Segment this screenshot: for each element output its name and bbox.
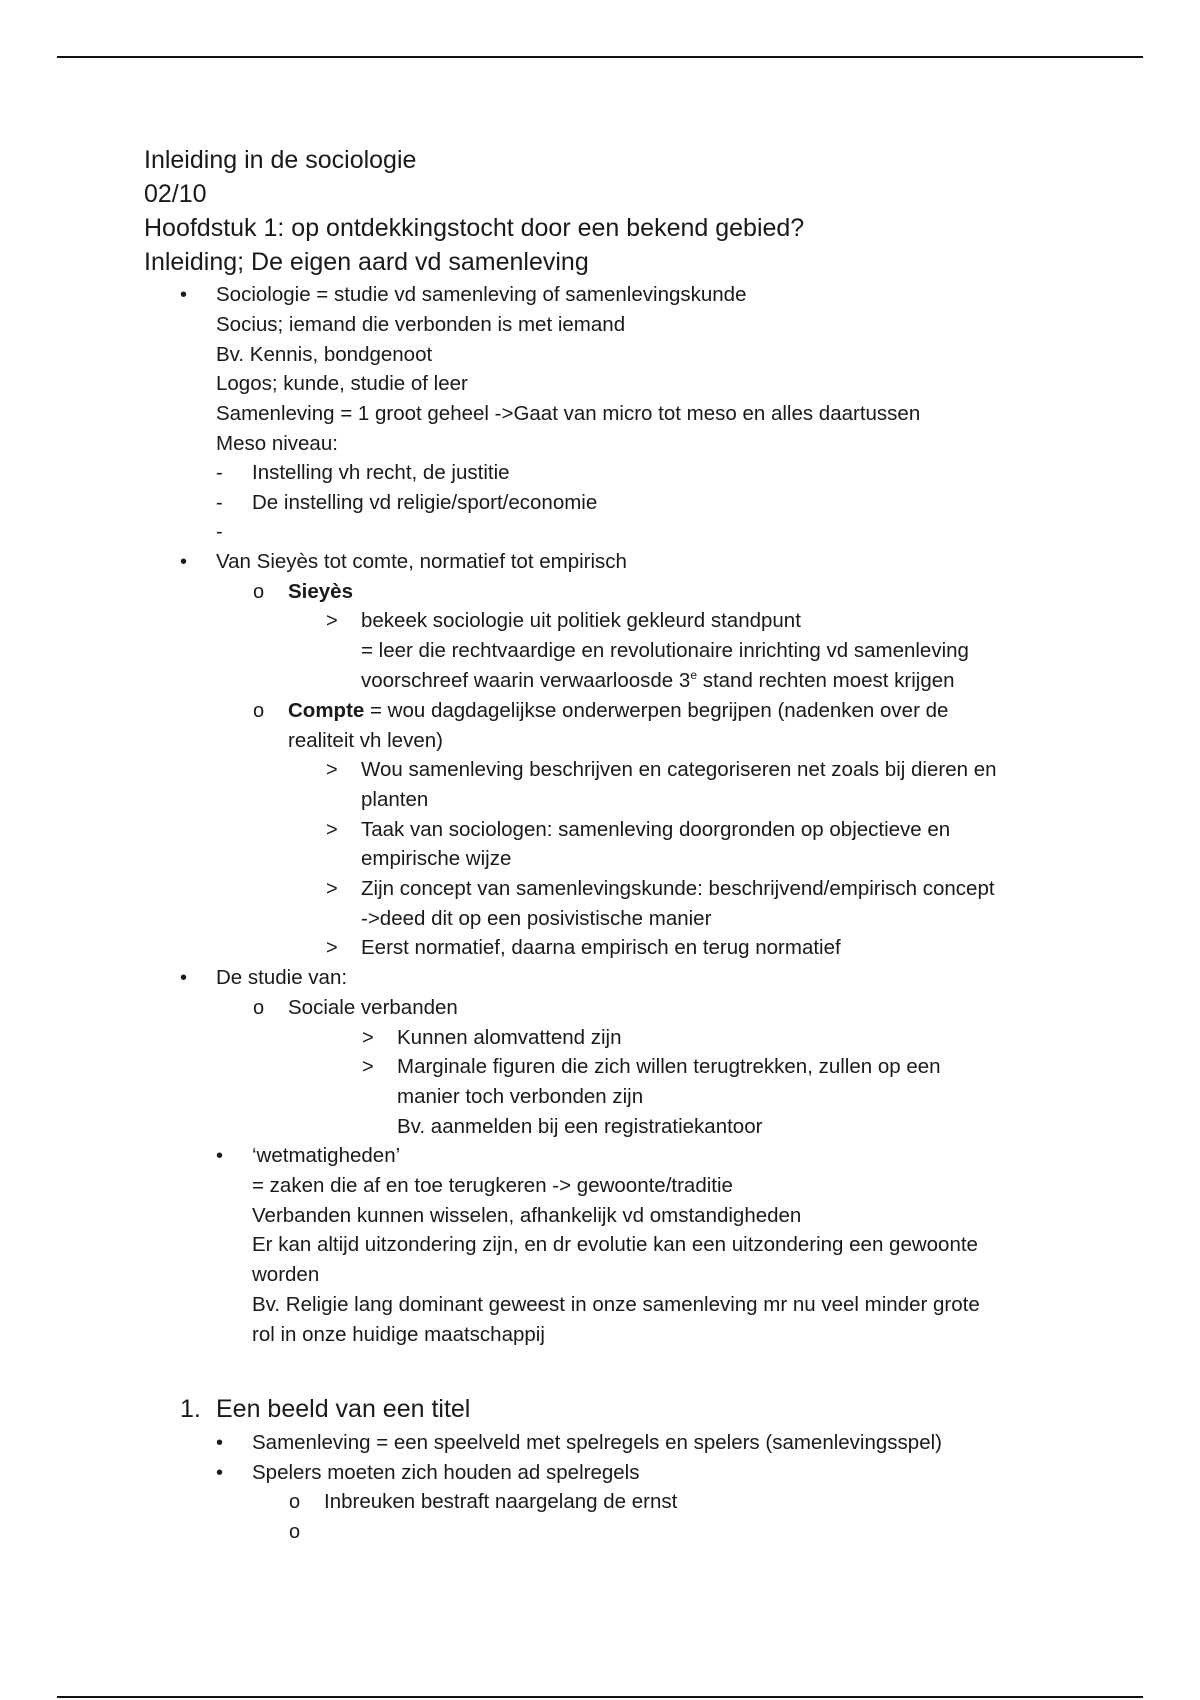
list-item-text: Verbanden kunnen wisselen, afhankelijk vd omstandigheden	[252, 1204, 802, 1227]
text-run: stand rechten moest krijgen	[697, 669, 955, 692]
list-item: Van Sieyès tot comte, normatief tot empirisch	[216, 550, 627, 573]
list-item: ‘wetmatigheden’	[252, 1144, 401, 1167]
bullet-marker: •	[216, 1462, 224, 1484]
list-item: Samenleving = een speelveld met spelregels en spelers (samenlevingsspel)	[252, 1431, 942, 1454]
list-item: Spelers moeten zich houden ad spelregels	[252, 1461, 640, 1484]
arrow-item-text: planten	[361, 788, 429, 811]
bullet-marker: •	[180, 967, 188, 989]
arrow-item-text	[361, 666, 955, 696]
arrow-item: Eerst normatief, daarna empirisch en terug normatief	[361, 936, 841, 959]
bullet-marker: •	[180, 551, 188, 573]
arrow-marker: >	[362, 1027, 374, 1049]
bullet-marker: •	[180, 284, 188, 306]
arrow-item-text: Bv. aanmelden bij een registratiekantoor	[397, 1115, 763, 1138]
arrow-item: Taak van sociologen: samenleving doorgronden op objectieve en	[361, 818, 951, 841]
bold-term: Compte	[288, 699, 365, 722]
list-item: De studie van:	[216, 966, 348, 989]
arrow-marker: >	[326, 759, 338, 781]
chapter-heading: Hoofdstuk 1: op ontdekkingstocht door een bekend gebied?	[144, 214, 805, 242]
list-item-text: Meso niveau:	[216, 432, 338, 455]
arrow-item: Marginale figuren die zich willen terugtrekken, zullen op een	[397, 1055, 941, 1078]
bullet-marker: •	[216, 1432, 224, 1454]
subitem-compte	[288, 696, 948, 726]
arrow-item-text: manier toch verbonden zijn	[397, 1085, 644, 1108]
circle-marker: o	[253, 997, 265, 1019]
circle-marker: o	[253, 700, 265, 722]
arrow-item: Wou samenleving beschrijven en categoriseren net zoals bij dieren en	[361, 758, 997, 781]
arrow-marker: >	[326, 937, 338, 959]
circle-marker: o	[253, 581, 265, 603]
text-run: voorschreef waarin verwaarloosde 3	[361, 669, 691, 692]
dash-item: De instelling vd religie/sport/economie	[252, 491, 598, 514]
list-item-text: rol in onze huidige maatschappij	[252, 1323, 545, 1346]
arrow-marker: >	[326, 819, 338, 841]
section-title: Een beeld van een titel	[216, 1395, 471, 1423]
arrow-item: bekeek sociologie uit politiek gekleurd standpunt	[361, 609, 801, 632]
subitem-sieyes: Sieyès	[288, 580, 353, 603]
subitem: Inbreuken bestraft naargelang de ernst	[324, 1490, 678, 1513]
arrow-marker: >	[326, 610, 338, 632]
list-item-text: = zaken die af en toe terugkeren -> gewoonte/traditie	[252, 1174, 733, 1197]
arrow-item-text: = leer die rechtvaardige en revolutionaire inrichting vd samenleving	[361, 639, 969, 662]
list-item-text: Samenleving = 1 groot geheel ->Gaat van micro tot meso en alles daartussen	[216, 402, 921, 425]
footer-rule	[57, 1696, 1143, 1698]
list-item-text: Er kan altijd uitzondering zijn, en dr evolutie kan een uitzondering een gewoonte	[252, 1233, 978, 1256]
arrow-item-text: empirische wijze	[361, 847, 512, 870]
dash-marker: -	[216, 462, 223, 484]
doc-date: 02/10	[144, 180, 207, 208]
dash-marker: -	[216, 492, 223, 514]
arrow-marker: >	[362, 1056, 374, 1078]
subitem-text: realiteit vh leven)	[288, 729, 443, 752]
circle-marker: o	[289, 1521, 301, 1543]
list-item-text: worden	[252, 1263, 320, 1286]
subitem: Sociale verbanden	[288, 996, 458, 1019]
doc-title: Inleiding in de sociologie	[144, 146, 417, 174]
dash-marker: -	[216, 521, 223, 543]
superscript: e	[690, 668, 697, 683]
circle-marker: o	[289, 1491, 301, 1513]
bullet-marker: •	[216, 1145, 224, 1167]
list-item: Sociologie = studie vd samenleving of samenlevingskunde	[216, 283, 747, 306]
arrow-item: Kunnen alomvattend zijn	[397, 1026, 622, 1049]
arrow-marker: >	[326, 878, 338, 900]
list-item-text: Bv. Religie lang dominant geweest in onze samenleving mr nu veel minder grote	[252, 1293, 980, 1316]
list-item-text: Socius; iemand die verbonden is met iemand	[216, 313, 626, 336]
text-run: = wou dagdagelijkse onderwerpen begrijpen (nadenken over de	[364, 699, 949, 722]
dash-item: Instelling vh recht, de justitie	[252, 461, 510, 484]
header-rule	[57, 56, 1143, 58]
section-heading: Inleiding; De eigen aard vd samenleving	[144, 248, 589, 276]
arrow-item: Zijn concept van samenlevingskunde: beschrijvend/empirisch concept	[361, 877, 995, 900]
list-item-text: Logos; kunde, studie of leer	[216, 372, 468, 395]
arrow-item-text: ->deed dit op een posivistische manier	[361, 907, 712, 930]
numbered-marker: 1.	[180, 1395, 201, 1423]
list-item-text: Bv. Kennis, bondgenoot	[216, 343, 433, 366]
